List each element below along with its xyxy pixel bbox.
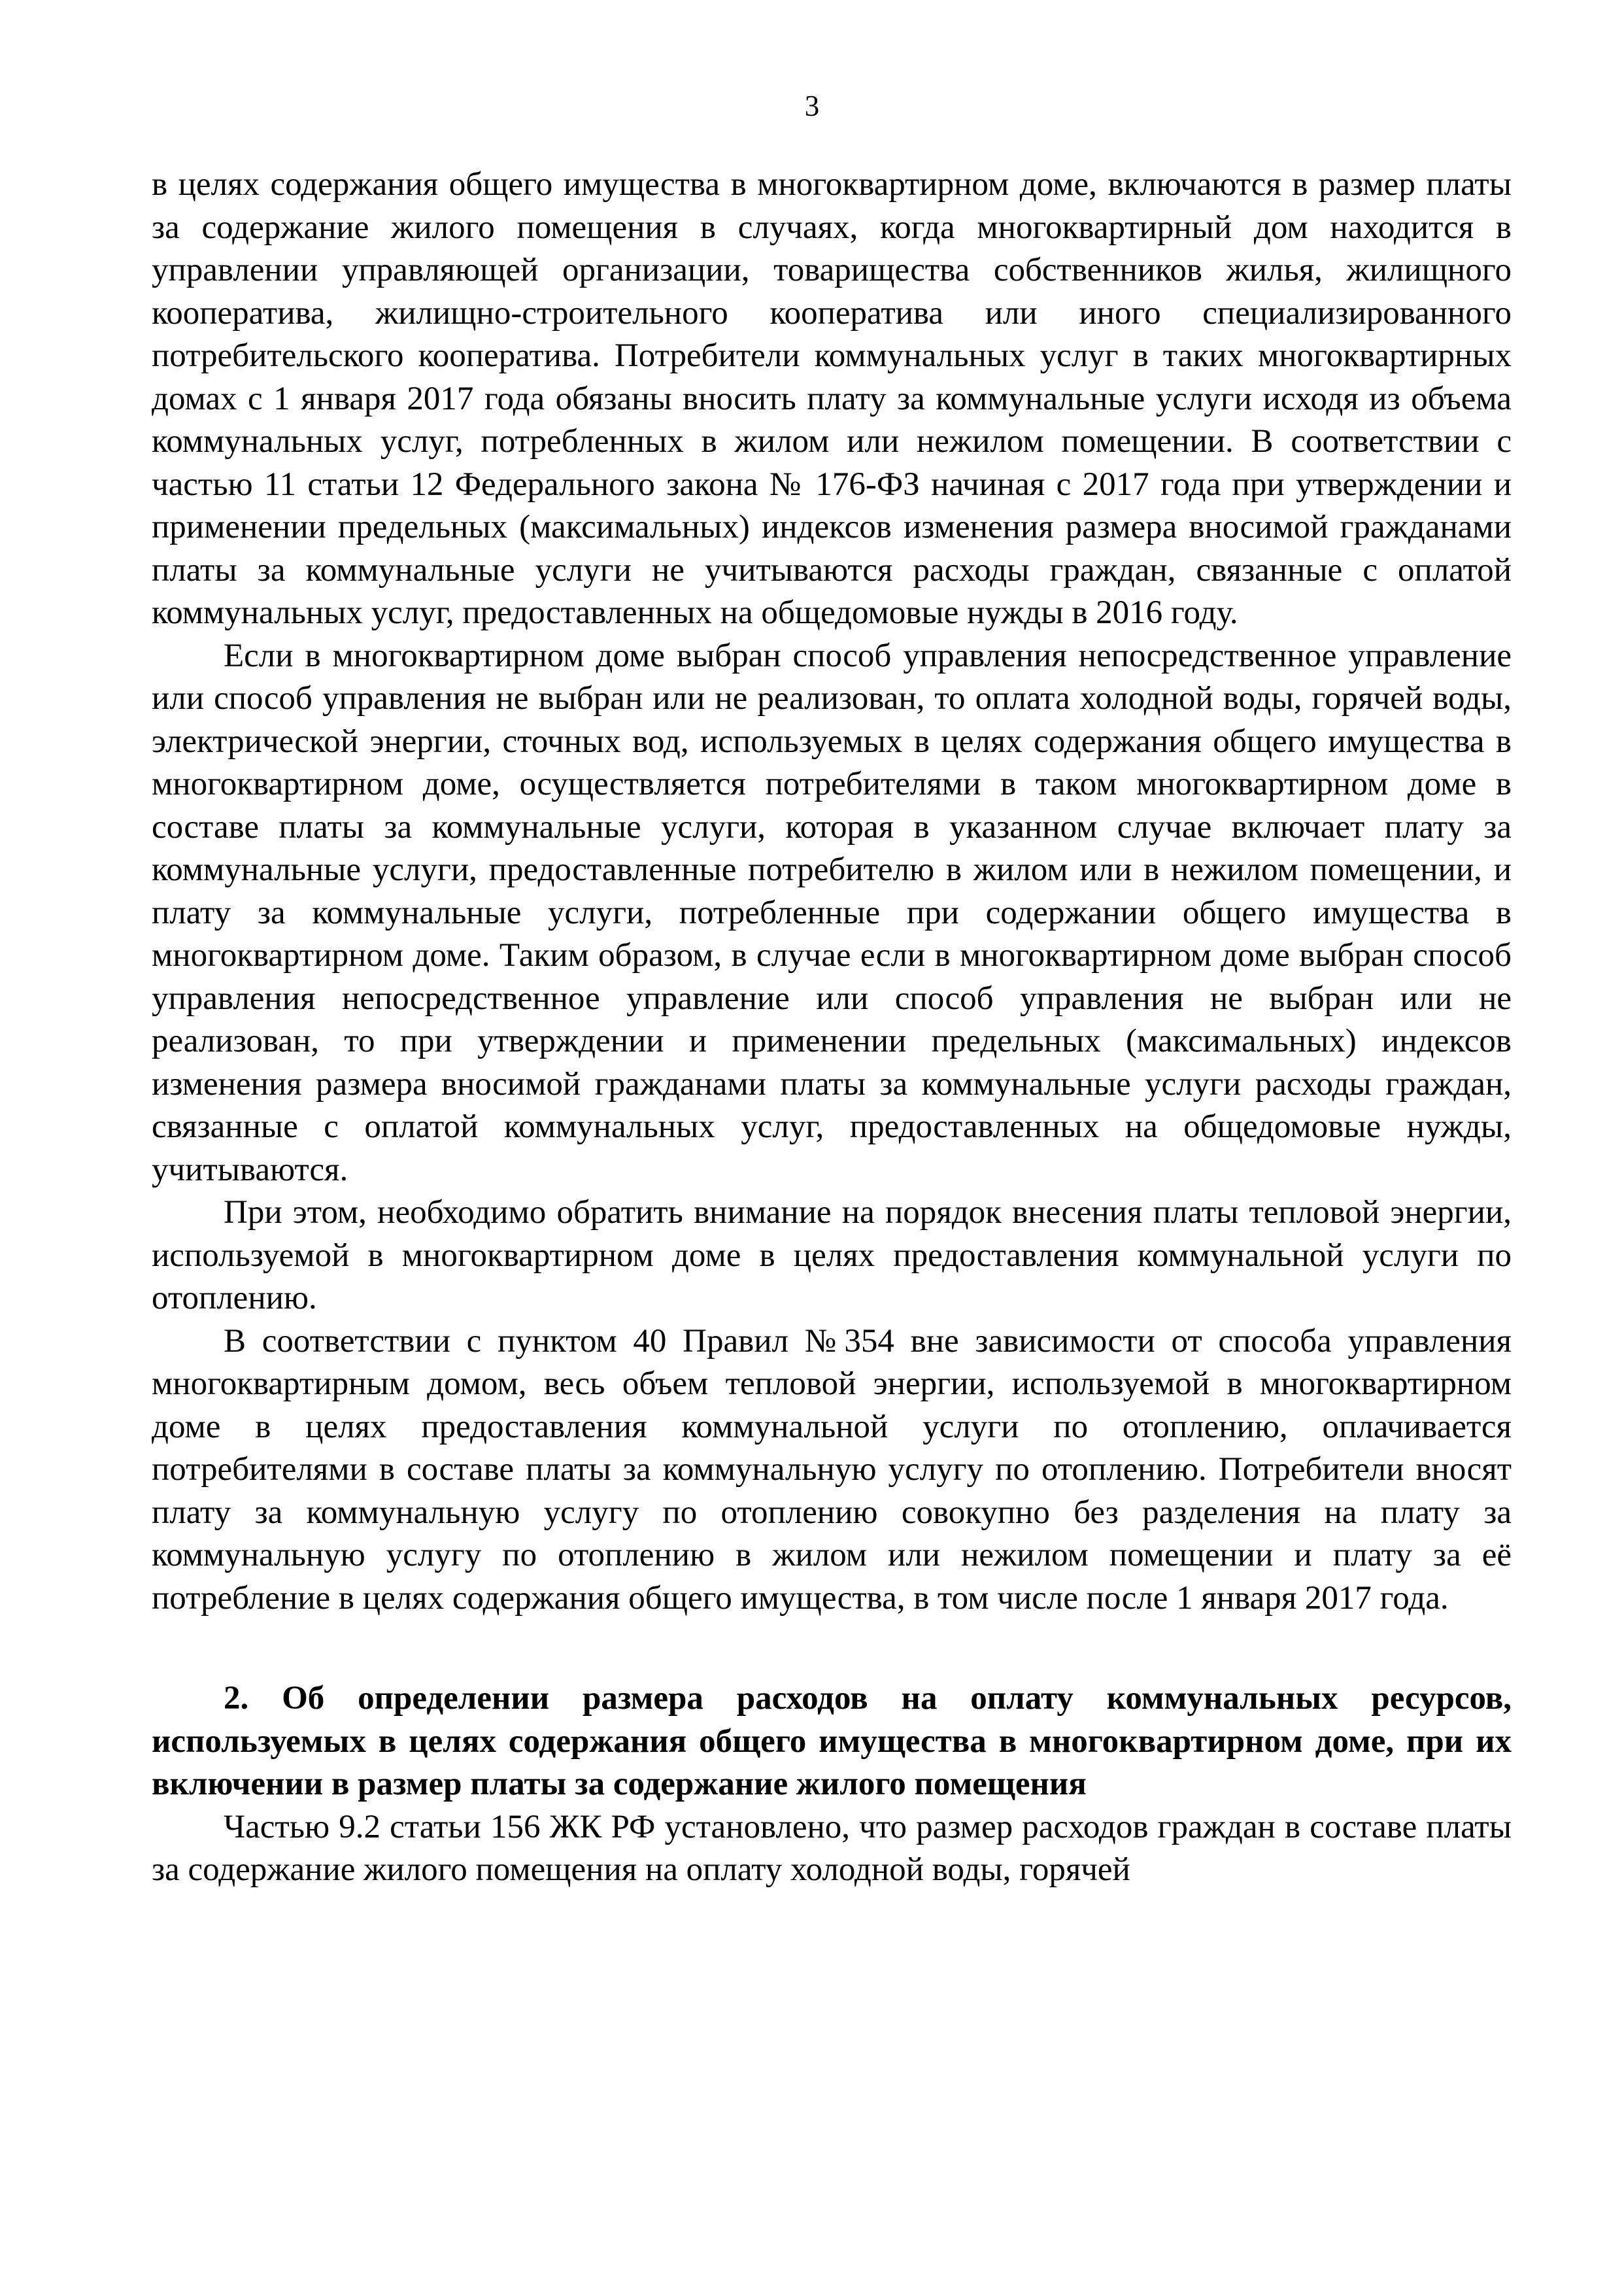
paragraph-rule-40: В соответствии с пунктом 40 Правил №354 вне зависимости от способа управления многоквартирным домом, весь объем тепловой энергии, используемой в многоквартирном доме в целях предоставления коммунальной услуги по отоплению, оплачивается потребителями в составе платы за коммунальную услугу по отоплению. Потребители вносят плату за коммунальную услугу по отоплению совокупно без разделения на плату за коммунальную услугу по отоплению в жилом или нежилом помещении и плату за её потребление в целях содержания общего имущества, в том числе после 1 января 2017 года.	[152, 1322, 1512, 1617]
paragraph-direct-management: Если в многоквартирном доме выбран способ управления непосредственное управление или способ управления не выбран или не реализован, то оплата холодной воды, горячей воды, электрической энергии, сточных вод, используемых в целях содержания общего имущества в многоквартирном доме, осуществляется потребителями в таком многоквартирном доме в составе платы за коммунальные услуги, которая в указанном случае включает плату за коммунальные услуги, предоставленные потребителю в жилом или в нежилом помещении, и плату за коммунальные услуги, потребленные при содержании общего имущества в многоквартирном доме. Таким образом, в случае если в многоквартирном доме выбран способ управления непосредственное управление или способ управления не выбран или не реализован, то при утверждении и применении предельных (максимальных) индексов изменения размера вносимой гражданами платы за коммунальные услуги расходы граждан, связанные с оплатой коммунальных услуг, предоставленных на общедомовые нужды, учитываются.	[152, 637, 1512, 1188]
document-body	[152, 163, 1512, 1892]
paragraph-continuation: в целях содержания общего имущества в многоквартирном доме, включаются в размер платы за содержание жилого помещения в случаях, когда многоквартирный дом находится в управлении управляющей организации, товарищества собственников жилья, жилищного кооператива, жилищно-строительного кооператива или иного специализированного потребительского кооператива. Потребители коммунальных услуг в таких многоквартирных домах с 1 января 2017 года обязаны вносить плату за коммунальные услуги исходя из объема коммунальных услуг, потребленных в жилом или нежилом помещении. В соответствии с частью 11 статьи 12 Федерального закона № 176-ФЗ начиная с 2017 года при утверждении и применении предельных (максимальных) индексов изменения размера вносимой гражданами платы за коммунальные услуги не учитываются расходы граждан, связанные с оплатой коммунальных услуг, предоставленных на общедомовые нужды в 2016 году.	[152, 166, 1512, 631]
paragraph-heating-payment: При этом, необходимо обратить внимание на порядок внесения платы тепловой энергии, используемой в многоквартирном доме в целях предоставления коммунальной услуги по отоплению.	[152, 1194, 1512, 1316]
paragraph-article-156: Частью 9.2 статьи 156 ЖК РФ установлено, что размер расходов граждан в составе платы за содержание жилого помещения на оплату холодной воды, горячей	[152, 1808, 1512, 1888]
page-number: 3	[804, 90, 820, 122]
section-heading: 2. Об определении размера расходов на оплату коммунальных ресурсов, используемых в целях содержания общего имущества в многоквартирном доме, при их включении в размер платы за содержание жилого помещения	[152, 1680, 1512, 1802]
